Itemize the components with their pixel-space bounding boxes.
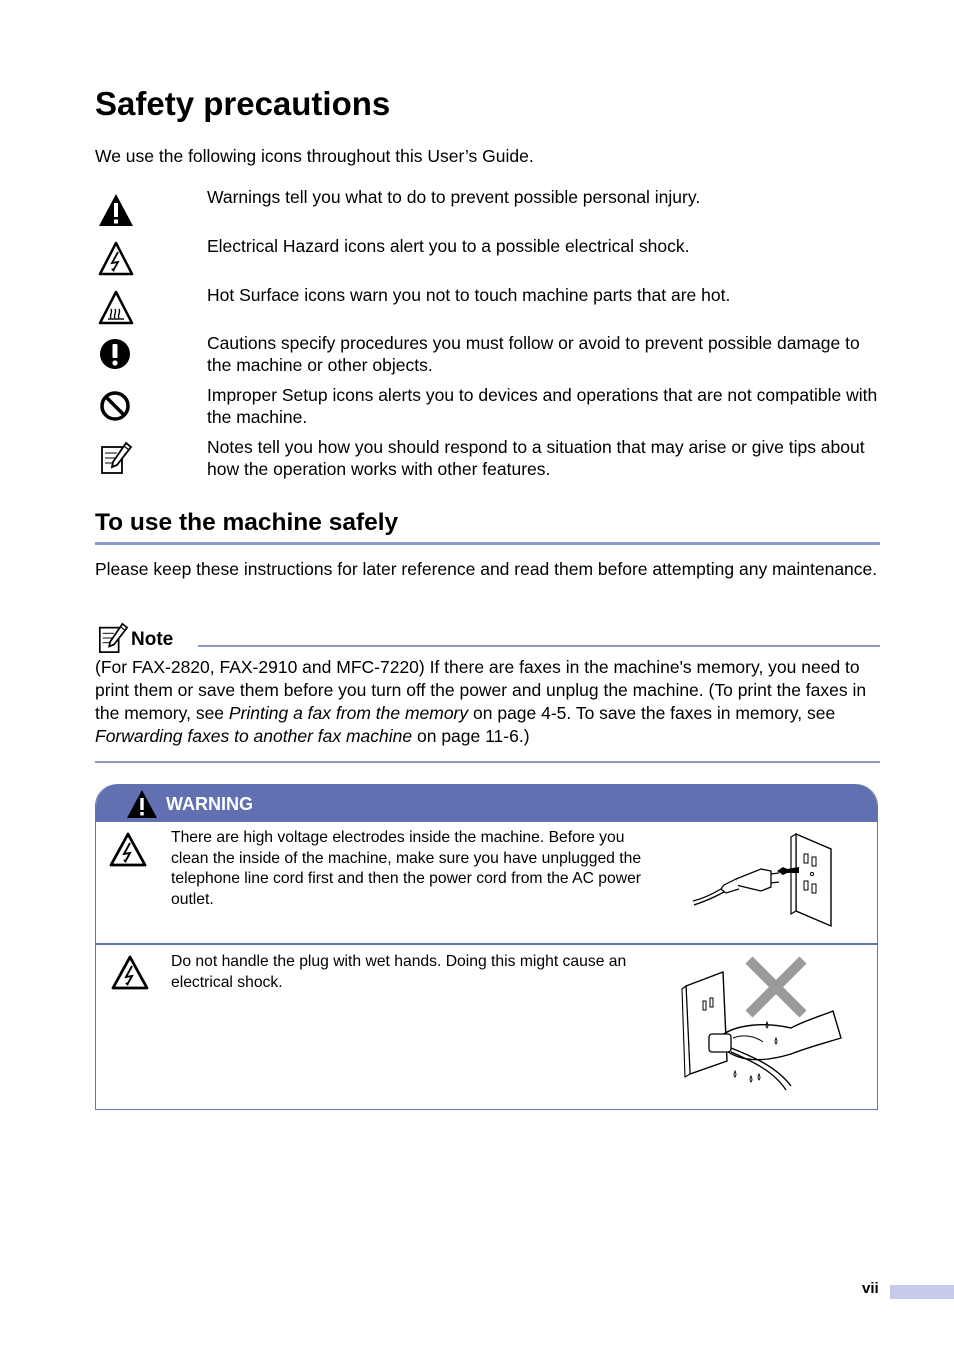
page-tab-marker bbox=[890, 1285, 954, 1299]
note-icon bbox=[99, 441, 133, 475]
note-title: Note bbox=[131, 629, 174, 650]
electrical-hazard-icon bbox=[97, 240, 135, 278]
legend-text: Hot Surface icons warn you not to touch machine parts that are hot. bbox=[207, 285, 731, 305]
section-paragraph: Please keep these instructions for later reference and read them before attempting any maintenance. bbox=[95, 559, 878, 579]
note-text: on page 4-5. To save the faxes in memory, see bbox=[468, 703, 836, 723]
caution-icon bbox=[99, 338, 131, 370]
warning-box bbox=[95, 784, 878, 1110]
hot-surface-icon bbox=[97, 289, 135, 327]
warning-item-text: There are high voltage electrodes inside the machine. Before you clean the inside of the machine, make sure you have unplugged the telephone line cord first and then the power cord from the AC power outlet. bbox=[171, 829, 642, 908]
unplug-cord-illustration bbox=[691, 829, 841, 929]
note-text: on page 11-6.) bbox=[412, 726, 530, 746]
page-title: Safety precautions bbox=[95, 85, 391, 122]
warning-icon bbox=[97, 192, 135, 230]
intro-text: We use the following icons throughout this User’s Guide. bbox=[95, 146, 534, 166]
electrical-hazard-icon bbox=[108, 831, 148, 869]
legend-text: Cautions specify procedures you must follow or avoid to prevent possible damage to the machine or other objects. bbox=[207, 333, 860, 375]
note-reference-forwarding: Forwarding faxes to another fax machine bbox=[95, 726, 413, 746]
section-rule bbox=[95, 542, 880, 545]
section-heading: To use the machine safely bbox=[95, 509, 399, 536]
note-reference-printing: Printing a fax from the memory bbox=[228, 703, 469, 723]
warning-separator bbox=[96, 943, 877, 945]
note-body bbox=[95, 656, 885, 748]
legend-text: Warnings tell you what to do to prevent possible personal injury. bbox=[207, 187, 701, 207]
note-divider bbox=[198, 645, 880, 647]
note-text: (For FAX-2820, FAX-2910 and MFC-7220) If there are faxes in the machine's memory, you need to print them or save them before you turn off the power and unplug the machine. (To print the faxes in the memory, see bbox=[95, 657, 867, 723]
legend-text: Notes tell you how you should respond to a situation that may arise or give tips about how the operation works with other features. bbox=[207, 437, 865, 479]
legend-text: Improper Setup icons alerts you to devices and operations that are not compatible with the machine. bbox=[207, 385, 878, 427]
warning-item-text: Do not handle the plug with wet hands. Doing this might cause an electrical shock. bbox=[171, 953, 627, 991]
warning-icon bbox=[126, 789, 158, 819]
improper-setup-icon bbox=[99, 390, 131, 422]
legend-text: Electrical Hazard icons alert you to a possible electrical shock. bbox=[207, 236, 690, 256]
warning-label: WARNING bbox=[166, 794, 253, 814]
note-bottom-rule bbox=[95, 761, 880, 763]
electrical-hazard-icon bbox=[110, 954, 150, 992]
wet-hands-plug-illustration bbox=[681, 956, 856, 1096]
page-number: vii bbox=[862, 1280, 879, 1297]
note-icon bbox=[97, 622, 129, 654]
warning-header bbox=[96, 784, 877, 822]
